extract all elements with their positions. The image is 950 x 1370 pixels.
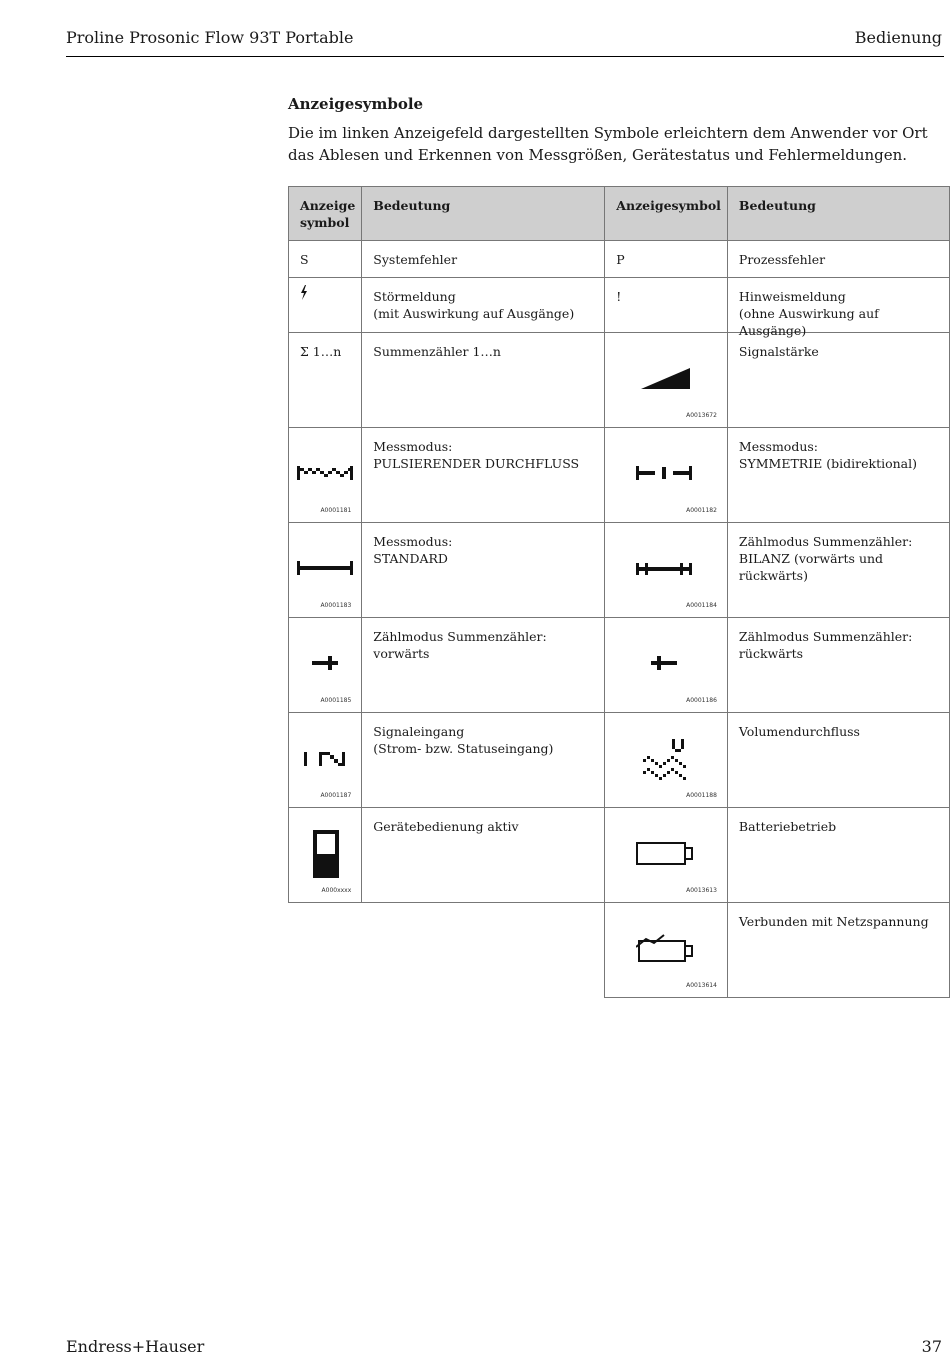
symbol-cell	[605, 713, 728, 808]
balance-counter-icon	[636, 562, 692, 576]
forward-counter-icon	[312, 656, 338, 670]
table-row	[289, 618, 950, 713]
symbol-table	[288, 186, 950, 998]
table-row	[289, 903, 950, 998]
figure-code: A0001184	[686, 602, 717, 609]
meaning-cell	[362, 618, 605, 713]
header-text: Anzeige symbol	[300, 198, 356, 230]
meaning-text: Messmodus: SYMMETRIE (bidirektional)	[738, 439, 917, 471]
volume-flow-icon	[641, 737, 689, 781]
table-header-row	[289, 187, 950, 241]
meaning-cell	[727, 428, 949, 523]
symbol-cell	[605, 523, 728, 618]
pulsating-flow-icon	[297, 466, 353, 480]
meaning-cell	[727, 903, 949, 998]
section-intro: Die im linken Anzeigefeld dargestellten Symbole erleichtern dem Anwender vor Ort das Ablesen und Erkennen von Messgrößen, Gerätestatus und Fehlermeldungen.	[288, 124, 928, 164]
symbol-cell	[605, 903, 728, 998]
symbol-cell	[289, 278, 362, 333]
meaning-cell	[362, 241, 605, 278]
figure-code: A000xxxx	[321, 887, 352, 894]
header-document-title: Proline Prosonic Flow 93T Portable	[66, 28, 354, 47]
figure-code: A0001185	[320, 697, 352, 704]
meaning-text: Signalstärke	[738, 344, 819, 359]
symbol-text: Σ 1…n	[300, 344, 342, 359]
header-text: Bedeutung	[738, 198, 816, 213]
symbol-cell	[605, 618, 728, 713]
figure-code: A0001181	[320, 507, 352, 514]
meaning-text: Messmodus: PULSIERENDER DURCHFLUSS	[373, 439, 580, 471]
table-row	[289, 713, 950, 808]
meaning-cell	[727, 713, 949, 808]
meaning-cell	[727, 241, 949, 278]
meaning-text: Zählmodus Summenzähler: vorwärts	[373, 629, 547, 661]
symbol-cell	[289, 618, 362, 713]
meaning-text: Signaleingang (Strom- bzw. Statuseingang)	[373, 724, 554, 756]
meaning-cell	[362, 278, 605, 333]
header-chapter: Bedienung	[854, 28, 942, 47]
table-header	[362, 187, 605, 241]
symbol-text: S	[300, 252, 309, 267]
table-row	[289, 523, 950, 618]
battery-icon	[636, 842, 694, 866]
table-row	[289, 241, 950, 278]
header-text: Bedeutung	[373, 198, 451, 213]
table-header	[289, 187, 362, 241]
meaning-text: Volumendurchfluss	[738, 724, 860, 739]
symbol-cell	[605, 333, 728, 428]
page-number: 37	[921, 1337, 942, 1356]
empty-cell	[362, 903, 605, 998]
header-rule	[66, 56, 944, 57]
meaning-cell	[727, 808, 949, 903]
meaning-cell	[727, 618, 949, 713]
meaning-cell	[362, 428, 605, 523]
symbol-cell	[605, 278, 728, 333]
meaning-text: Zählmodus Summenzähler: BILANZ (vorwärts und rückwärts)	[738, 534, 913, 583]
figure-code: A0013672	[686, 412, 717, 419]
meaning-text: Systemfehler	[373, 252, 458, 267]
meaning-cell	[727, 278, 949, 338]
symbol-cell	[289, 808, 362, 903]
meaning-cell	[362, 523, 605, 618]
meaning-text: Störmeldung (mit Auswirkung auf Ausgänge)	[373, 289, 575, 321]
figure-code: A0001186	[686, 697, 717, 704]
symbol-cell	[605, 241, 728, 278]
figure-code: A0001183	[320, 602, 352, 609]
table-row	[289, 808, 950, 903]
lightning-icon	[299, 285, 309, 301]
symbol-text: P	[616, 252, 625, 267]
symbol-cell	[289, 713, 362, 808]
figure-code: A0001188	[686, 792, 717, 799]
symbol-text: !	[616, 289, 622, 304]
meaning-cell	[362, 808, 605, 903]
table-row	[289, 428, 950, 523]
table-header	[727, 187, 949, 241]
signal-strength-icon	[641, 368, 690, 389]
footer-company: Endress+Hauser	[66, 1337, 205, 1356]
section-title: Anzeigesymbole	[288, 95, 424, 113]
meaning-cell	[362, 333, 605, 428]
table-row	[289, 278, 950, 333]
meaning-text: Summenzähler 1…n	[373, 344, 501, 359]
meaning-text: Gerätebedienung aktiv	[373, 819, 519, 834]
meaning-text: Verbunden mit Netzspannung	[738, 914, 929, 929]
meaning-cell	[727, 333, 949, 428]
meaning-text: Zählmodus Summenzähler: rückwärts	[738, 629, 913, 661]
meaning-text: Messmodus: STANDARD	[373, 534, 453, 566]
backward-counter-icon	[651, 656, 677, 670]
symbol-cell	[605, 808, 728, 903]
meaning-text: Batteriebetrieb	[738, 819, 837, 834]
meaning-text: Hinweismeldung (ohne Auswirkung auf Ausgänge)	[738, 289, 879, 338]
table-header	[605, 187, 728, 241]
symbol-cell	[289, 523, 362, 618]
figure-code: A0013613	[686, 887, 717, 894]
figure-code: A0013614	[686, 982, 717, 989]
signal-input-icon	[304, 752, 346, 766]
meaning-cell	[362, 713, 605, 808]
meaning-text: Prozessfehler	[738, 252, 826, 267]
empty-cell	[289, 903, 362, 998]
header-text: Anzeigesymbol	[616, 198, 721, 213]
figure-code: A0001182	[686, 507, 717, 514]
standard-mode-icon	[297, 561, 353, 575]
symbol-cell	[289, 428, 362, 523]
table-row	[289, 333, 950, 428]
meaning-cell	[727, 523, 949, 618]
symbol-cell	[289, 241, 362, 278]
symmetry-icon	[636, 466, 692, 480]
mains-power-icon	[636, 933, 694, 963]
symbol-cell	[605, 428, 728, 523]
symbol-cell	[289, 333, 362, 428]
device-operation-icon	[313, 830, 339, 878]
figure-code: A0001187	[320, 792, 352, 799]
